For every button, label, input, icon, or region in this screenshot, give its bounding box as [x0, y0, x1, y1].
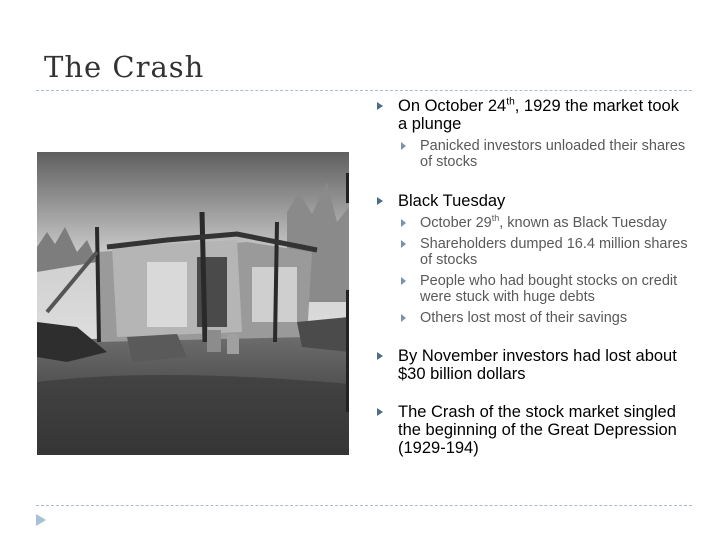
- sub-bullet-item: Others lost most of their savings: [398, 310, 692, 326]
- footer-divider: [36, 505, 692, 506]
- sub-bullet-item: People who had bought stocks on credit were stuck with huge debts: [398, 273, 692, 305]
- sub-bullet-item: Shareholders dumped 16.4 million shares of stocks: [398, 236, 692, 268]
- bullet-arrow-icon: [377, 102, 383, 110]
- next-slide-icon[interactable]: [36, 514, 46, 526]
- title-divider: [36, 90, 692, 91]
- bullet-item: On October 24th, 1929 the market took a plunge: [372, 97, 692, 133]
- sub-bullet-item: October 29th, known as Black Tuesday: [398, 215, 692, 231]
- bullet-arrow-icon: [401, 142, 406, 150]
- sub-bullet-list: [372, 138, 692, 170]
- bullet-arrow-icon: [401, 277, 406, 285]
- photo-edge: [346, 173, 349, 203]
- bullet-item: The Crash of the stock market singled the beginning of the Great Depression (1929-194): [372, 403, 692, 457]
- sub-bullet-list: [372, 215, 692, 326]
- bullet-item: By November investors had lost about $30 billion dollars: [372, 347, 692, 383]
- slide-title: The Crash: [44, 50, 205, 84]
- bullet-arrow-icon: [377, 408, 383, 416]
- bullet-arrow-icon: [401, 240, 406, 248]
- photo-icon: [37, 152, 349, 455]
- bullet-arrow-icon: [401, 219, 406, 227]
- bullet-list: [372, 97, 692, 457]
- photo-edge: [346, 290, 349, 412]
- sub-bullet-item: Panicked investors unloaded their shares of stocks: [398, 138, 692, 170]
- bullet-arrow-icon: [377, 352, 383, 360]
- bullet-arrow-icon: [377, 197, 383, 205]
- bullet-arrow-icon: [401, 314, 406, 322]
- bullet-item: Black Tuesday: [372, 192, 692, 210]
